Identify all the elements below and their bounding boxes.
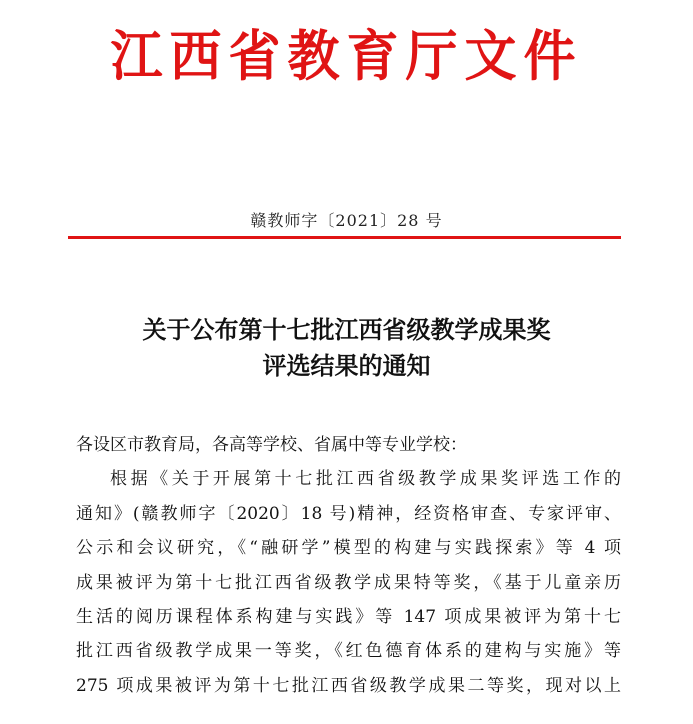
paragraph-line: 公示和会议研究，《“融研学”模型的构建与实践探索》等 4 项	[76, 538, 621, 559]
paragraph-line: 成果被评为第十七批江西省级教学成果特等奖，《基于儿童亲历	[76, 572, 621, 593]
document-number: 赣教师字〔2021〕28 号	[250, 211, 443, 230]
notice-title-line-1: 关于公布第十七批江西省级教学成果奖	[142, 315, 551, 344]
salutation: 各设区市教育局，各高等学校、省属中等专业学校：	[76, 435, 467, 455]
paragraph-line: 275 项成果被评为第十七批江西省级教学成果二等奖，现对以上	[76, 675, 621, 696]
paragraph-line: 生活的阅历课程体系构建与实践》等 147 项成果被评为第十七	[76, 607, 621, 628]
paragraph-line: 根据《关于开展第十七批江西省级教学成果奖评选工作的	[110, 469, 621, 490]
notice-title-line-2: 评选结果的通知	[262, 351, 431, 380]
issuer-header: 江西省教育厅文件	[110, 24, 583, 89]
notice-title	[0, 312, 693, 384]
paragraph-line: 批江西省级教学成果一等奖，《红色德育体系的建构与实施》等	[76, 641, 621, 662]
notice-body	[76, 428, 621, 703]
paragraph-line: 通知》(赣教师字〔2020〕18 号)精神，经资格审查、专家评审、	[76, 503, 621, 524]
header-divider-rule	[68, 236, 621, 239]
